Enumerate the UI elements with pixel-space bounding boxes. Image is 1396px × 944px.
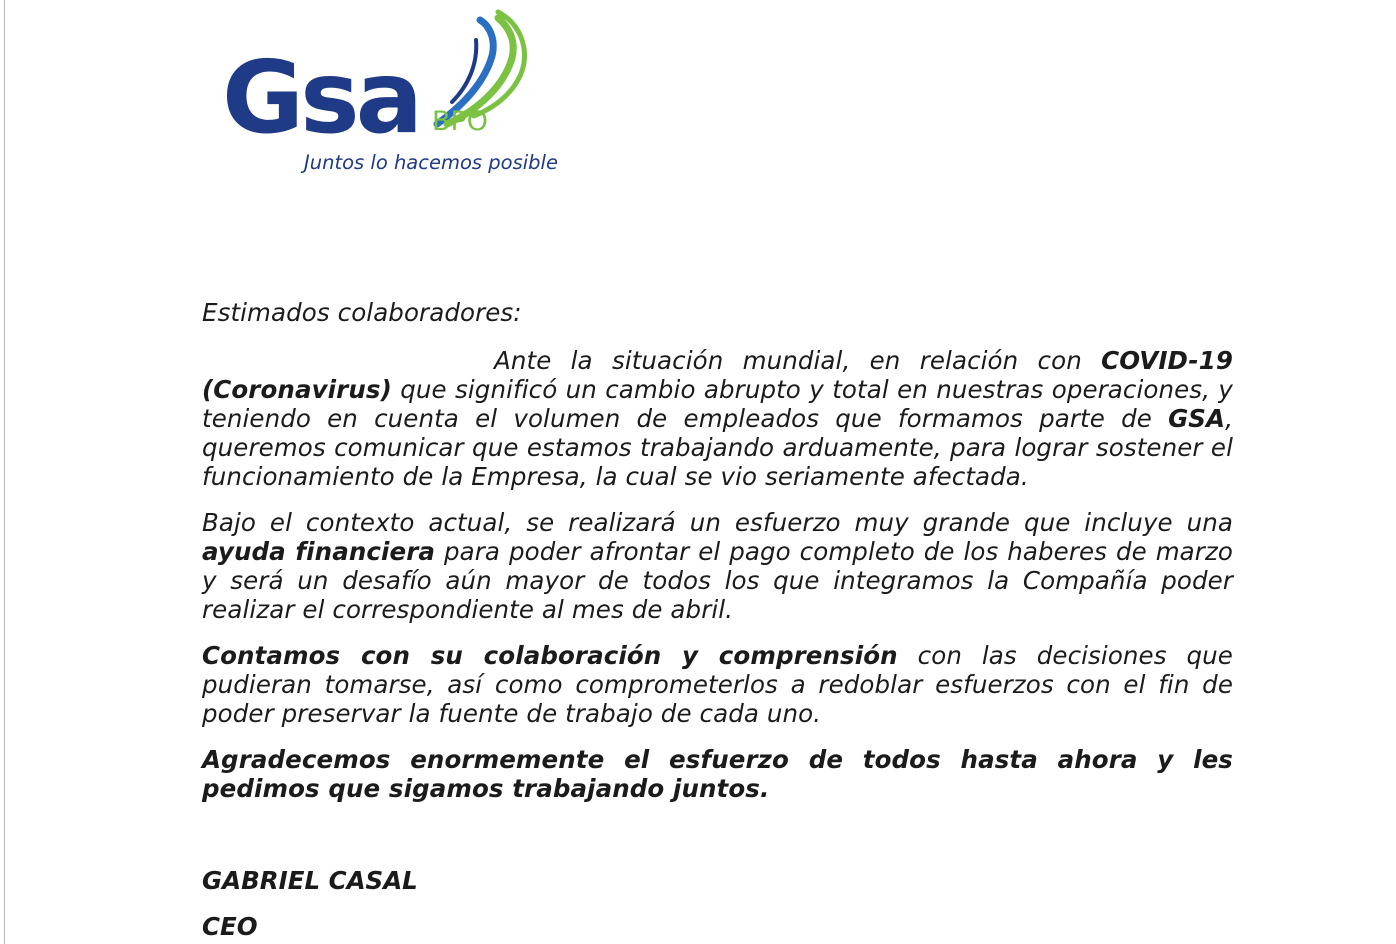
p1-bold-covid: COVID-19 (Coronavirus) (202, 346, 1233, 404)
signer-name: GABRIEL CASAL (202, 866, 418, 895)
p1-text-3: , queremos comunicar que estamos trabajando arduamente, para lograr sostener el funcionamiento de la Empresa, la cual se vio seriamente afectada. (202, 404, 1233, 491)
p2-text-2: para poder afrontar el pago completo de los haberes de marzo y será un desafío aún mayor de todos los que integramos la Compañía poder realizar el correspondiente al mes de abril. (202, 537, 1233, 624)
paragraph-situation (202, 346, 1233, 491)
gsa-logo-graphic (222, 6, 582, 186)
logo-unit-text: BPO (432, 106, 489, 137)
p2-text-1: Bajo el contexto actual, se realizará un esfuerzo muy grande que incluye una (202, 508, 1233, 537)
letter-body (202, 298, 1233, 803)
paragraph-financial-aid (202, 508, 1233, 624)
paragraph-collaboration (202, 641, 1233, 728)
logo-brand-text: Gsa (222, 39, 420, 156)
paragraph-thanks: Agradecemos enormemente el esfuerzo de todos hasta ahora y les pedimos que sigamos trabajando juntos. (202, 745, 1233, 803)
page-left-border (4, 0, 5, 944)
p1-text-2: que significó un cambio abrupto y total en nuestras operaciones, y teniendo en cuenta el volumen de empleados que formamos parte de (202, 375, 1233, 433)
signer-title: CEO (202, 912, 258, 941)
p1-bold-gsa: GSA (1168, 404, 1226, 433)
p3-bold-collaboration: Contamos con su colaboración y comprensión (202, 641, 898, 670)
p1-text-1: Ante la situación mundial, en relación con (494, 346, 1102, 375)
company-logo (222, 6, 582, 186)
p3-text-1: con las decisiones que pudieran tomarse, así como comprometerlos a redoblar esfuerzos con el fin de poder preservar la fuente de trabajo de cada uno. (202, 641, 1233, 728)
logo-tagline: Juntos lo hacemos posible (304, 151, 558, 174)
letter-greeting: Estimados colaboradores: (202, 298, 522, 327)
p2-bold-aid: ayuda financiera (202, 537, 436, 566)
